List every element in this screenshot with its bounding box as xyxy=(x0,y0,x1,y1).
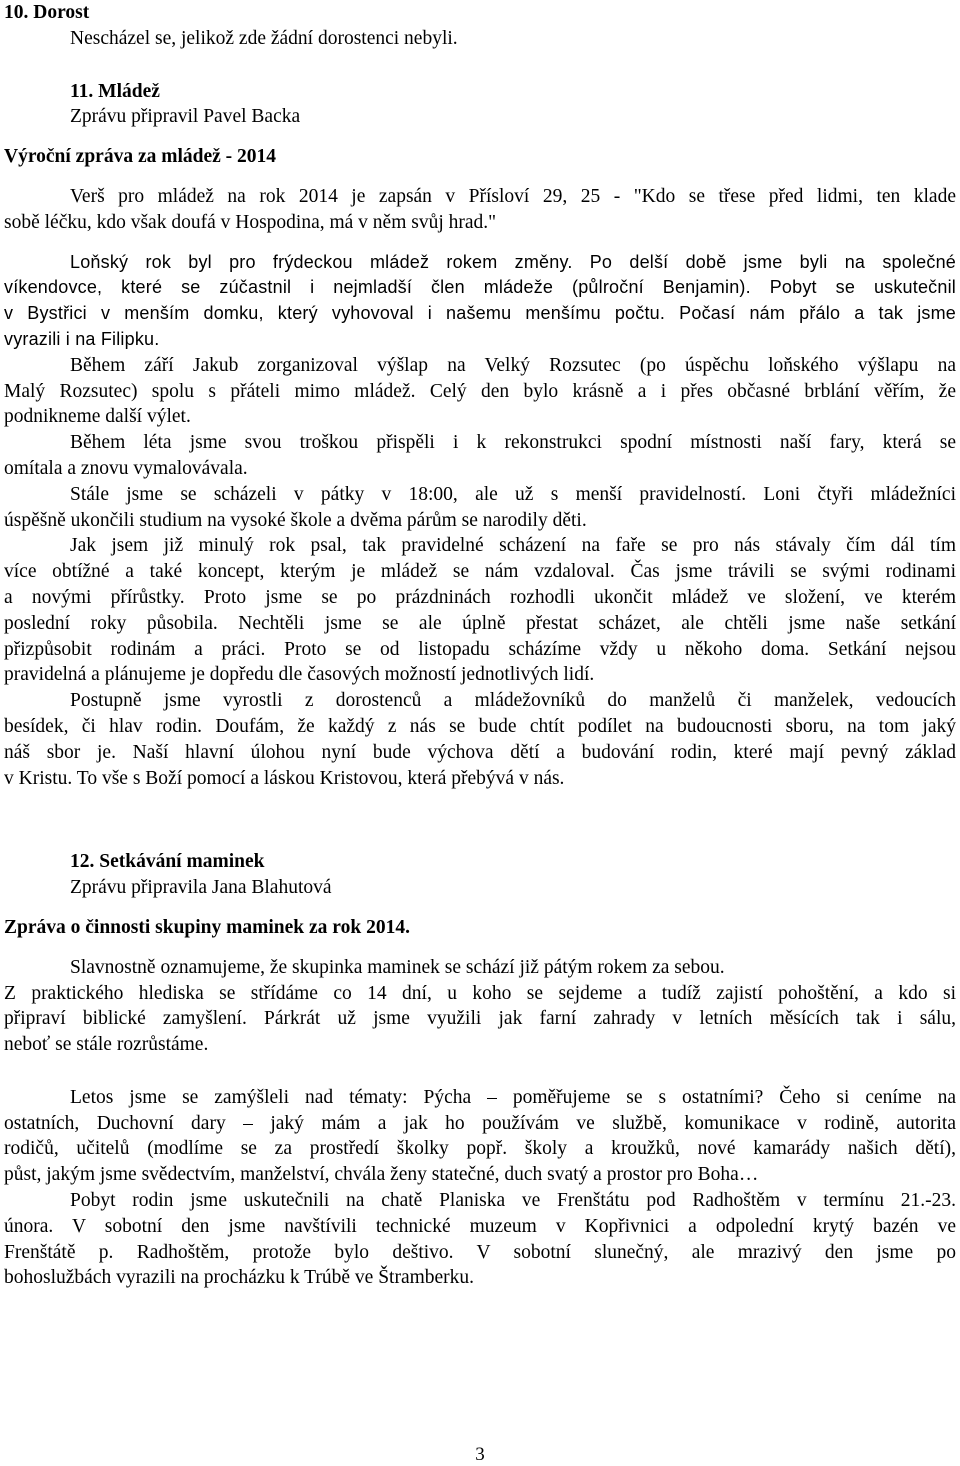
body-line: v Bystřici v menším domku, který vyhovoval i našemu menšímu počtu. Počasí nám přálo a tak jsme xyxy=(4,303,956,324)
body-line: Jak jsem již minulý rok psal, tak pravidelné scházení na faře se pro nás stávaly čím dál tím xyxy=(70,535,956,557)
body-line: Loňský rok byl pro frýdeckou mládež rokem změny. Po delší době jsme byli na společné xyxy=(70,251,956,272)
section-12-heading: 12. Setkávání maminek xyxy=(70,851,265,873)
section-11-body xyxy=(4,250,956,353)
section-11-author: Zprávu připravil Pavel Backa xyxy=(70,106,301,128)
body-line: Postupně jsme vyrostli z dorostenců a mládežovníků do manželů či manželek, vedoucích xyxy=(70,690,956,712)
body-line: vyrazili i na Filipku. xyxy=(4,328,160,349)
body-line: přizpůsobit rodinám a práci. Proto se od listopadu scházíme vždy u někoho doma. Setkání nejsou xyxy=(4,638,956,660)
body-line: Malý Rozsutec) spolu s přáteli mimo mládež. Celý den bylo krásně a i přes občasné brblání věřím, že xyxy=(4,380,956,402)
body-line: náš sbor je. Naší hlavní úlohou nyní bude výchova dětí a budování rodin, které mají pevný základ xyxy=(4,741,956,763)
section-10-heading: 10. Dorost xyxy=(4,2,90,23)
section-11-subtitle: Výroční zpráva za mládež - 2014 xyxy=(4,146,277,168)
body-line: Frenštátě p. Radhoštěm, protože bylo deštivo. V sobotní slunečný, ale mrazivý den jsme po xyxy=(4,1241,956,1263)
section-11-heading: 11. Mládež xyxy=(70,80,160,102)
body-line: Letos jsme se zamýšleli nad tématy: Pýcha – poměřujeme se s ostatními? Čeho si ceníme na xyxy=(70,1086,956,1108)
body-line: neboť se stále rozrůstáme. xyxy=(4,1034,209,1056)
body-line: v Kristu. To vše s Boží pomocí a láskou Kristovou, která přebývá v nás. xyxy=(4,767,565,789)
body-line: Během léta jsme svou troškou přispěli i k rekonstrukci spodní místnosti naší fary, která se xyxy=(70,432,956,454)
body-line: Slavnostně oznamujeme, že skupinka maminek se schází již pátým rokem za sebou. xyxy=(70,956,725,978)
section-12-subtitle: Zpráva o činnosti skupiny maminek za rok 2014. xyxy=(4,916,410,938)
body-line: úspěšně ukončili studium na vysoké škole a dvěma párům se narodily děti. xyxy=(4,509,587,531)
body-line: Z praktického hlediska se střídáme co 14 dní, u koho se sejdeme a tudíž zajistí pohoštění, a kdo si xyxy=(4,982,956,1004)
body-line: více obtížné a také koncept, kterým je mládež se nám vzdaloval. Čas jsme trávili se svými rodinami xyxy=(4,561,956,583)
body-line: Stále jsme se scházeli v pátky v 18:00, ale už s menší pravidelností. Loni čtyři mládežníci xyxy=(70,483,956,505)
body-line: podnikneme další výlet. xyxy=(4,406,191,428)
body-line: poslední roky působila. Nechtěli jsme se ale úplně přestat scházet, ale chtěli jsme naše setkání xyxy=(4,612,956,634)
body-line: Během září Jakub zorganizoval výšlap na Velký Rozsutec (po úspěchu loňského výšlapu na xyxy=(70,354,956,376)
page-number: 3 xyxy=(475,1444,485,1465)
section-10-text: Nescházel se, jelikož zde žádní dorostenci nebyli. xyxy=(70,27,458,49)
body-line: a novými přírůstky. Proto jsme se po prázdninách rozhodli ukončit mládež ve složení, ve kterém xyxy=(4,586,956,608)
body-line: omítala a znovu vymalovávala. xyxy=(4,457,248,479)
document-page xyxy=(4,0,956,1291)
verse-line: sobě léčku, kdo však doufá v Hospodina, má v něm svůj hrad." xyxy=(4,211,497,233)
body-line: besídek, či hlav rodin. Doufám, že každý z nás se bude chtít podílet na budoucnosti sboru, na tom jaký xyxy=(4,715,956,737)
body-line: února. V sobotní den jsme navštívili technické muzeum v Kopřivnici a odpolední krytý bazén ve xyxy=(4,1215,956,1237)
body-line: půst, jakým jsme svědectvím, manželství, chvála ženy statečné, duch svatý a prostor pro Boha… xyxy=(4,1164,759,1186)
body-line: víkendovce, které se zúčastnil i nejmladší člen mládeže (půlroční Benjamin). Pobyt se uskutečnil xyxy=(4,277,956,298)
body-line: rodičů, učitelů (modlíme se za prostředí školky popř. školy a kroužků, nové kamarády našich dětí), xyxy=(4,1138,956,1160)
body-line: Pobyt rodin jsme uskutečnili na chatě Planiska ve Frenštátu pod Radhoštěm v termínu 21.-23. xyxy=(70,1190,956,1212)
section-12-author: Zprávu připravila Jana Blahutová xyxy=(70,877,332,899)
verse-line: Verš pro mládež na rok 2014 je zapsán v Přísloví 29, 25 - "Kdo se třese před lidmi, ten klade xyxy=(70,185,956,207)
body-line: pravidelná a plánujeme je dopředu dle časových možností jednotlivých lidí. xyxy=(4,664,595,686)
body-line: připraví biblické zamyšlení. Párkrát už jsme využili jak farní zahrady v letních měsících tak i sálu, xyxy=(4,1008,956,1030)
body-line: ostatních, Duchovní dary – jaký mám a jak ho používám ve službě, komunikace v rodině, autorita xyxy=(4,1112,956,1134)
body-line: bohoslužbách vyrazili na procházku k Trúbě ve Štramberku. xyxy=(4,1267,475,1289)
